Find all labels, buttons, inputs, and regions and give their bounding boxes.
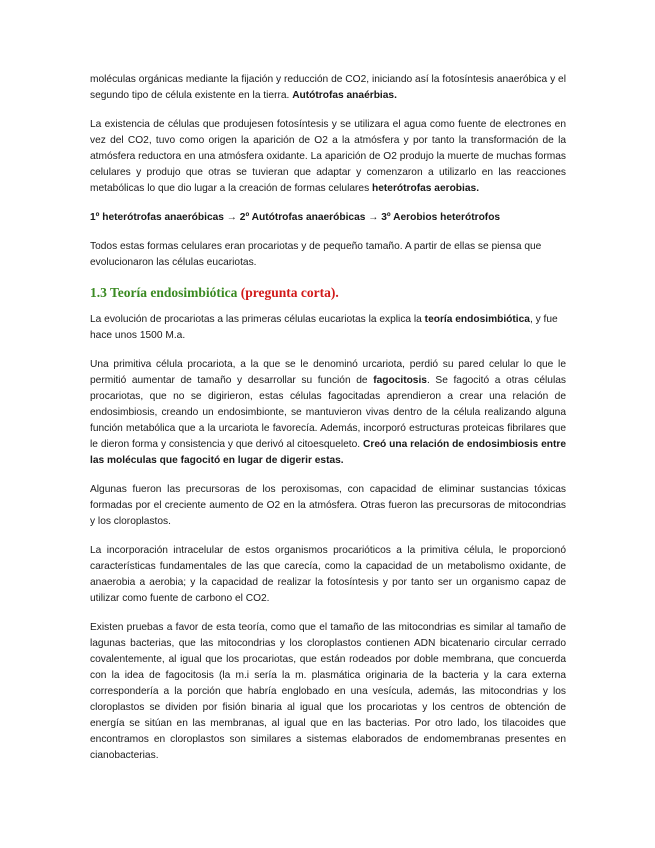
paragraph-text: Una primitiva célula procariota, a la que se le denominó urcariota, perdió su pared celular lo que le permitió aumentar de tamaño y desarrollar su función de (90, 359, 566, 386)
paragraph-incorporacion (90, 543, 566, 607)
paragraph-autotrofas-anaerobias (90, 72, 566, 104)
paragraph-peroxisomas (90, 482, 566, 530)
bold-term: Autótrofas anaérbias. (292, 90, 397, 101)
bold-term: Creó una relación de endosimbiosis entre las moléculas que fagocitó en lugar de digerir estas. (90, 439, 566, 466)
paragraph-text: , y fue hace unos 1500 M.a. (90, 314, 558, 341)
bold-term: heterótrofas aerobias. (372, 183, 480, 194)
bold-term: teoría endosimbiótica (424, 314, 530, 325)
paragraph-pruebas (90, 620, 566, 764)
paragraph-text: La incorporación intracelular de estos organismos procarióticos a la primitiva célula, le proporcionó características fundamentales de las que carecía, como la capacidad de un metabolismo oxidante, de anaerobia a aerobia; y la capacidad de realizar la fotosíntesis y por tanto ser un organismo capaz de utilizar como fuente de carbono el CO2. (90, 545, 566, 604)
heading-note: (pregunta corta). (240, 285, 339, 300)
paragraph-urcariota (90, 357, 566, 469)
bold-term: fagocitosis (373, 375, 427, 386)
section-heading (90, 284, 566, 302)
document-page (90, 72, 566, 777)
paragraph-text: Existen pruebas a favor de esta teoría, como que el tamaño de las mitocondrias es similar al tamaño de lagunas bacterias, que las mitocondrias y los cloroplastos contienen ADN bicatenario circular cerrado covalentemente, al igual que los procariotas, que están rodeados por doble membrana, que concuerda con la idea de fagocitosis (la m.i sería la m. plasmática originaria de la bacteria y la cara externa correspondería a la porción que habría englobado en una vesícula, además, las mitocondrias y los cloroplastos se dividen por fisión binaria al igual que los procariotas y los centros de obtención de energía se sitúan en las membranas, al igual que en las bacterias. Por otro lado, los tilacoides que encontramos en cloroplastos son similares a sistemas elaborados de endomembranas presentes en cianobacterias. (90, 622, 566, 761)
bold-sequence: 1º heterótrofas anaeróbicas → 2º Autótrofas anaeróbicas → 3º Aerobios heterótrofos (90, 212, 501, 223)
paragraph-oxygen-origin (90, 117, 566, 197)
paragraph-text: moléculas orgánicas mediante la fijación y reducción de CO2, iniciando así la fotosíntesis anaeróbica y el segundo tipo de célula existente en la tierra. (90, 74, 566, 101)
paragraph-teoria-intro (90, 312, 566, 344)
paragraph-text: . Se fagocitó a otras células procariotas, que no se digirieron, estas células fagocitadas aprendieron a crear una relación de endosimbiosis, creando un endosimbionte, se mantuvieron vivas dentro de la célula realizando alguna función metabólica que a la urcariota le favorecía. Además, incorporó estructuras proteicas fibrilares que le dieron forma y consistencia y que derivó al citoesqueleto. (90, 375, 566, 450)
paragraph-sequence (90, 210, 566, 226)
paragraph-text: Algunas fueron las precursoras de los peroxisomas, con capacidad de eliminar sustancias tóxicas formadas por el creciente aumento de O2 en la atmósfera. Otras fueron las precursoras de mitocondrias y los cloroplastos. (90, 484, 566, 527)
paragraph-text: La evolución de procariotas a las primeras células eucariotas la explica la (90, 314, 425, 325)
paragraph-procariotas (90, 239, 566, 271)
heading-title: 1.3 Teoría endosimbiótica (90, 285, 241, 300)
paragraph-text: La existencia de células que produjesen fotosíntesis y se utilizara el agua como fuente de electrones en vez del CO2, tuvo como origen la aparición de O2 a la atmósfera y por tanto la transformación de la atmósfera reductora en una atmósfera oxidante. La aparición de O2 produjo la muerte de muchas formas celulares y produjo que otras se tuvieran que adaptar y comenzaron a utilizarlo en las reacciones metabólicas lo que dio lugar a la creación de formas celulares (90, 119, 566, 194)
paragraph-text: Todos estas formas celulares eran procariotas y de pequeño tamaño. A partir de ellas se piensa que evolucionaron las células eucariotas. (90, 241, 542, 268)
